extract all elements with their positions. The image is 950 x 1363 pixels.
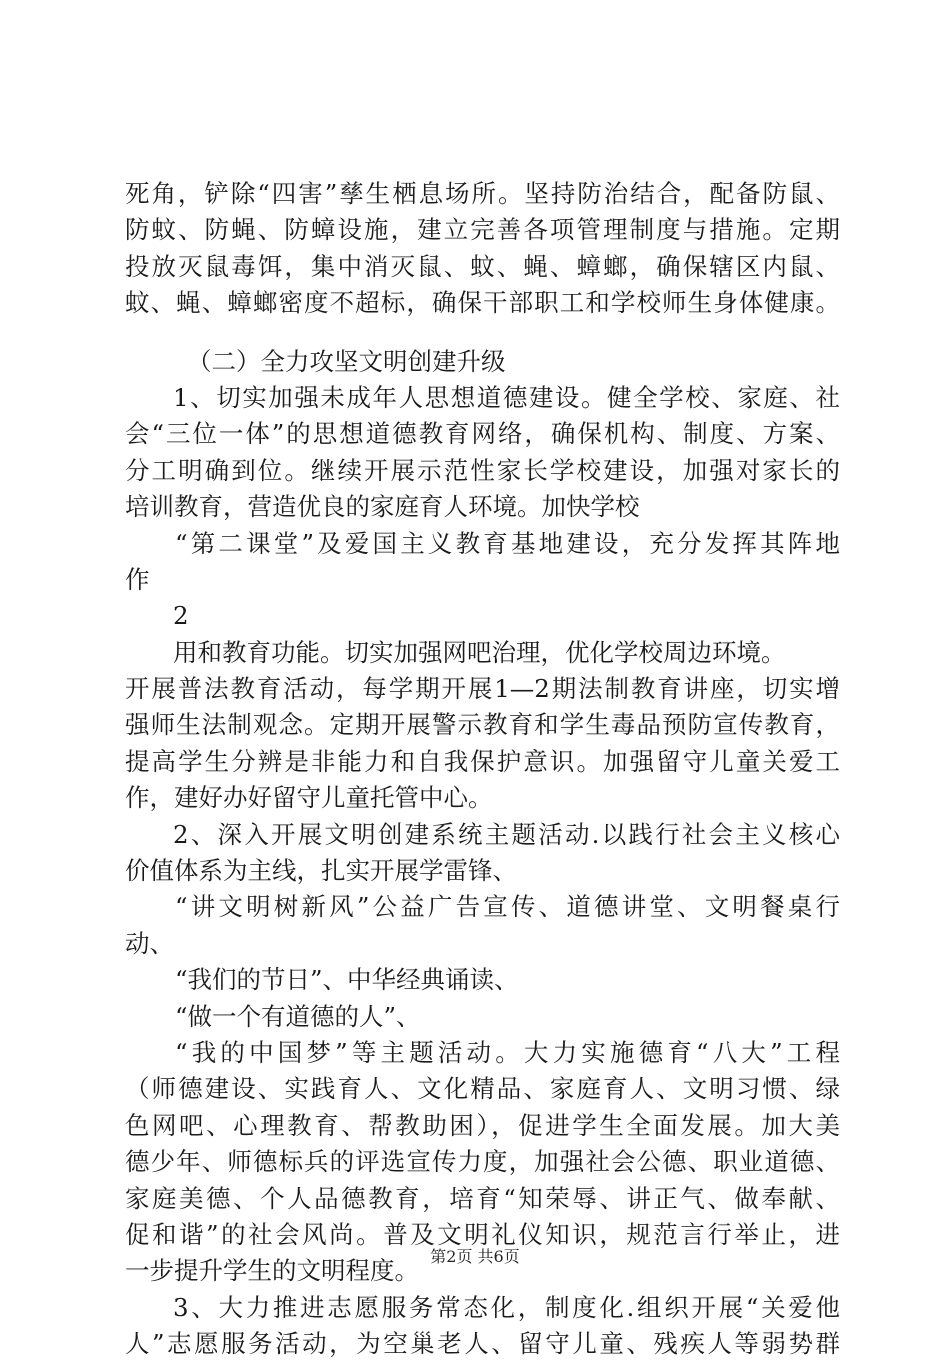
- text-line: 人”志愿服务活动，为空巢老人、留守儿童、残疾人等弱势群: [125, 1329, 840, 1359]
- text-line: 强师生法制观念。定期开展警示教育和学生毒品预防宣传教育，: [125, 710, 840, 740]
- text-line: （师德建设、实践育人、文化精品、家庭育人、文明习惯、绿: [125, 1074, 840, 1104]
- text-line: 开展普法教育活动，每学期开展1—2期法制教育讲座，切实增: [125, 674, 840, 704]
- text-line: 提高学生分辨是非能力和自我保护意识。加强留守儿童关爱工: [125, 746, 840, 776]
- text-line: 2、深入开展文明创建系统主题活动.以践行社会主义核心: [173, 819, 840, 849]
- text-line: 作，建好办好留守儿童托管中心。: [125, 783, 493, 813]
- section-heading: （二）全力攻坚文明创建升级: [187, 346, 506, 376]
- text-line: “第二课堂”及爱国主义教育基地建设，充分发挥其阵地: [175, 528, 840, 558]
- text-line: 3、大力推进志愿服务常态化，制度化.组织开展“关爱他: [173, 1292, 840, 1322]
- text-line: 投放灭鼠毒饵，集中消灭鼠、蚊、蝇、蟑螂，确保辖区内鼠、: [125, 251, 840, 281]
- text-line: 防蚊、防蝇、防蟑设施，建立完善各项管理制度与措施。定期: [125, 215, 840, 245]
- document-body: [125, 176, 840, 1363]
- page-footer: 第2页 共6页: [430, 1247, 520, 1266]
- text-line: 蚊、蝇、蟑螂密度不超标，确保干部职工和学校师生身体健康。: [125, 288, 840, 318]
- text-line: 用和教育功能。切实加强网吧治理，优化学校周边环境。: [173, 637, 786, 667]
- text-line: “我的中国梦”等主题活动。大力实施德育“八大”工程: [175, 1037, 840, 1067]
- text-line: 分工明确到位。继续开展示范性家长学校建设，加强对家长的: [125, 455, 840, 485]
- text-line: 促和谐”的社会风尚。普及文明礼仪知识，规范言行举止，进: [125, 1219, 840, 1249]
- text-line: 作: [125, 564, 150, 594]
- text-line: 动、: [125, 928, 174, 958]
- paragraph-gap: [125, 322, 840, 344]
- text-line: 培训教育，营造优良的家庭育人环境。加快学校: [125, 492, 640, 522]
- text-line: 德少年、师德标兵的评选宣传力度，加强社会公德、职业道德、: [125, 1147, 840, 1177]
- text-line: 家庭美德、个人品德教育，培育“知荣辱、讲正气、做奉献、: [125, 1183, 840, 1213]
- text-line: “讲文明树新风”公益广告宣传、道德讲堂、文明餐桌行: [175, 892, 840, 922]
- text-line: 1、切实加强未成年人思想道德建设。健全学校、家庭、社: [173, 382, 840, 412]
- text-line: 会“三位一体”的思想道德教育网络，确保机构、制度、方案、: [125, 419, 840, 449]
- text-line: 死角，铲除“四害”孳生栖息场所。坚持防治结合，配备防鼠、: [125, 179, 840, 208]
- text-line: 色网吧、心理教育、帮教助困），促进学生全面发展。加大美: [125, 1110, 840, 1140]
- text-line: 一步提升学生的文明程度。: [125, 1256, 419, 1286]
- text-line: “做一个有道德的人”、: [175, 1001, 421, 1031]
- text-line: “我们的节日”、中华经典诵读、: [175, 965, 519, 995]
- text-line: 价值体系为主线，扎实开展学雷锋、: [125, 856, 517, 886]
- page-number-inline: 2: [173, 601, 189, 631]
